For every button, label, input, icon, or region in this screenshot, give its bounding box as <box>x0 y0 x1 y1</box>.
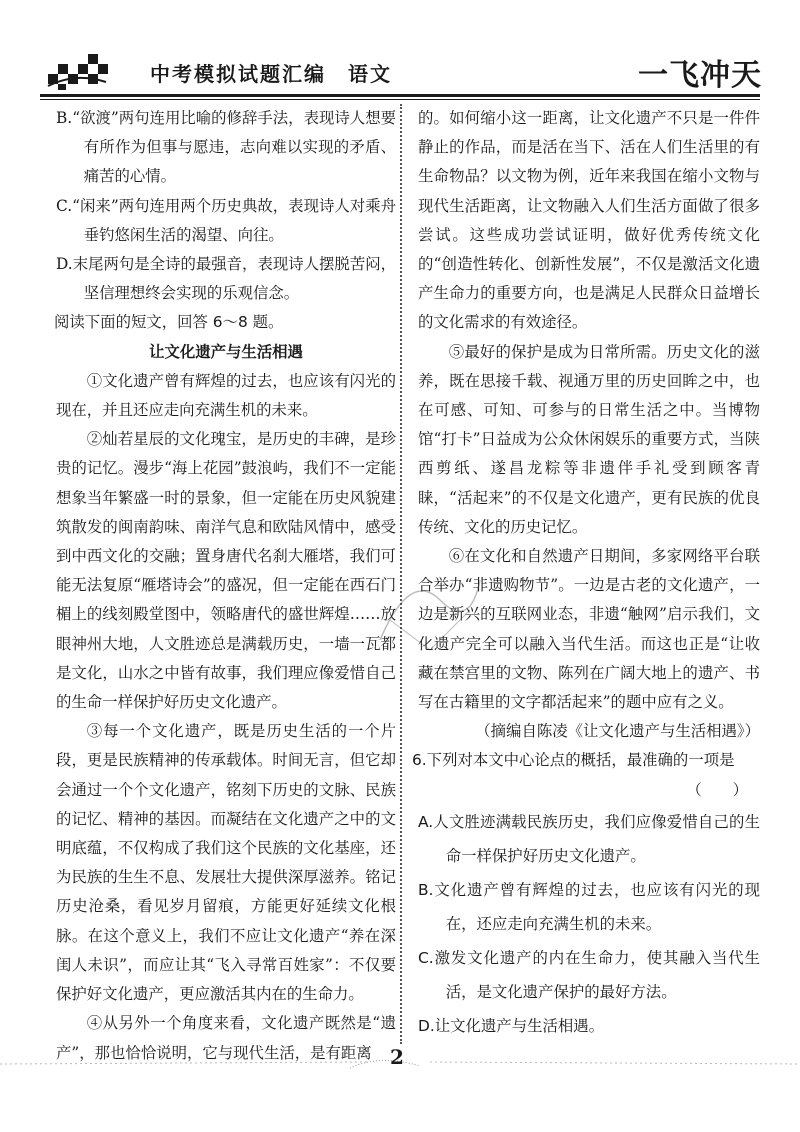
checker-logo-icon <box>46 52 126 92</box>
question-6: 6.下列对本文中心论点的概括，最准确的一项是 <box>412 751 735 770</box>
choice-d: D.让文化遗产与生活相遇。 <box>418 1016 605 1035</box>
answer-blank: （ ） <box>686 780 748 799</box>
option-d-prev: D.末尾两句是全诗的最强音，表现诗人摆脱苦闷，坚信理想终会实现的乐观信念。 <box>56 255 396 303</box>
article-source: （摘编自陈凌《让文化遗产与生活相遇》） <box>475 722 760 741</box>
choice-c: C.激发文化遗产的内在生命力，使其融入当代生活，是文化遗产保护的最好方法。 <box>418 948 760 1001</box>
paragraph-6: ⑥在文化和自然遗产日期间，多家网络平台联合举办“非遗购物节”。一边是古老的文化遗产，一边是新兴的互联网业态，非遗“触网”启示我们，文化遗产完全可以融入当代生活。而这也正是“让收藏在禁宫里的文物、陈列在广阔大地上的遗产、书写在古籍里的文字都活起来”的题中应有之义。 <box>418 547 760 712</box>
brand-logo: 一飞冲天 <box>638 58 762 93</box>
option-c-prev: C.“闲来”两句连用两个历史典故，表现诗人对乘舟垂钓悠闲生活的渴望、向往。 <box>56 196 396 244</box>
reading-instruction: 阅读下面的短文，回答 6～8 题。 <box>54 313 284 332</box>
header-title: 中考模拟试题汇编 语文 <box>150 62 392 86</box>
scan-watermark-icon <box>370 560 490 660</box>
header-rule-thin <box>40 99 760 100</box>
option-b-prev: B.“欲渡”两句连用比喻的修辞手法，表现诗人想要有所作为但事与愿违，志向难以实现的矛盾、痛苦的心情。 <box>56 109 396 186</box>
paragraph-2: ②灿若星辰的文化瑰宝，是历史的丰碑，是珍贵的记忆。漫步“海上花园”鼓浪屿，我们不一定能想象当年繁盛一时的景象，但一定能在历史风貌建筑散发的闽南韵味、南洋气息和欧陆风情中，感受到中西文化的交融；置身唐代名刹大雁塔，我们可能无法复原“雁塔诗会”的盛况，但一定能在西石门楣上的线刻殿堂图中，领略唐代的盛世辉煌……放眼神州大地，人文胜迹总是满载历史，一墙一瓦都是文化，山水之中皆有故事，我们理应像爱惜自己的生命一样保护好历史文化遗产。 <box>56 430 396 712</box>
page-number: 2 <box>390 1045 404 1069</box>
paragraph-1: ①文化遗产曾有辉煌的过去，也应该有闪光的现在，并且还应走向充满生机的未来。 <box>56 371 396 420</box>
article-title: 让文化遗产与生活相遇 <box>149 342 303 361</box>
choice-a: A.人文胜迹满载民族历史，我们应像爱惜自己的生命一样保护好历史文化遗产。 <box>418 812 760 865</box>
paragraph-3: ③每一个文化遗产，既是历史生活的一个片段，更是民族精神的传承载体。时间无言，但它却会通过一个个文化遗产，铭刻下历史的文脉、民族的记忆、精神的基因。而凝结在文化遗产之中的文明底蕴，不仅构成了我们这个民族的文化基座，还为民族的生生不息、发展壮大提供深厚滋养。铭记历史沧桑，看见岁月留痕，方能更好延续文化根脉。在这个意义上，我们不应让文化遗产“养在深闺人未识”，而应让其“飞入寻常百姓家”：不仅要保护好文化遗产，更应激活其内在的生命力。 <box>56 722 396 1004</box>
choice-b: B.文化遗产曾有辉煌的过去，也应该有闪光的现在，还应走向充满生机的未来。 <box>418 880 760 933</box>
paragraph-4-cont: 的。如何缩小这一距离，让文化遗产不只是一件件静止的作品，而是活在当下、活在人们生活里的有生命物品？以文物为例，近年来我国在缩小文物与现代生活距离，让文物融入人们生活方面做了很多尝试。这些成功尝试证明，做好优秀传统文化的“创造性转化、创新性发展”，不仅是激活文化遗产生命力的重要方向，也是满足人民群众日益增长的文化需求的有效途径。 <box>418 109 760 332</box>
paragraph-5: ⑤最好的保护是成为日常所需。历史文化的滋养，既在思接千载、视通万里的历史回眸之中，也在可感、可知、可参与的日常生活之中。当博物馆“打卡”日益成为公众休闲娱乐的重要方式，当陕西剪纸、遂昌龙粽等非遗伴手礼受到顾客青睐，“活起来”的不仅是文化遗产，更有民族的优良传统、文化的历史记忆。 <box>418 342 760 536</box>
paragraph-4-start: ④从另外一个角度来看，文化遗产既然是“遗产”，那也恰恰说明，它与现代生活，是有距离 <box>56 1014 396 1062</box>
left-column <box>56 104 396 1068</box>
header-rule <box>40 94 760 97</box>
page-header <box>40 52 760 96</box>
